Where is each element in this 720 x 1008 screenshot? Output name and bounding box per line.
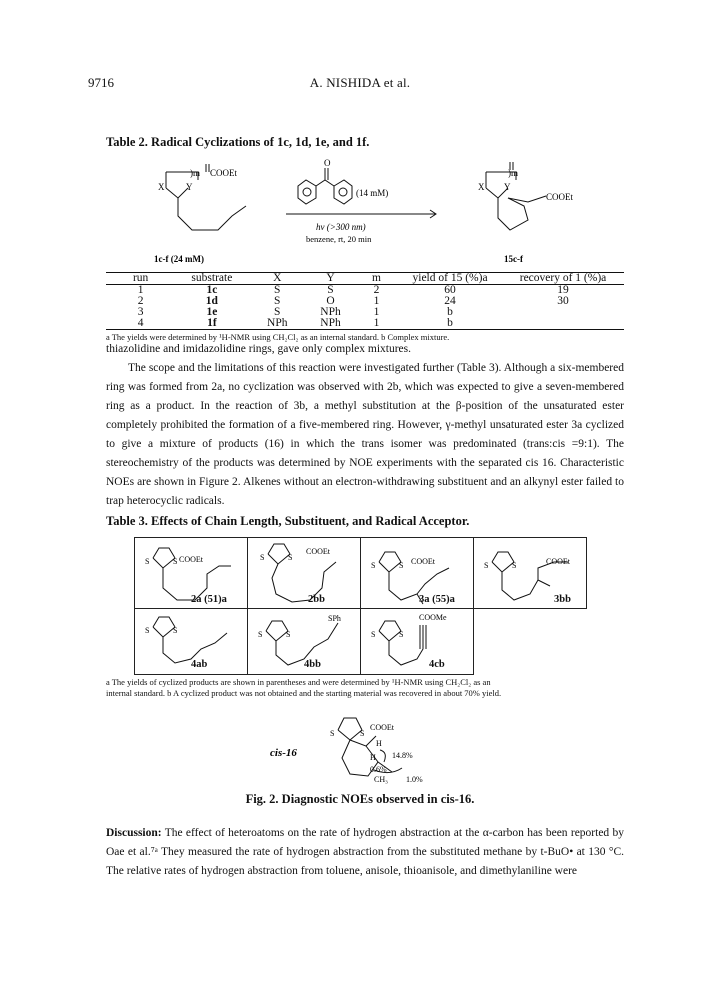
svg-text:S: S (512, 561, 517, 570)
table3-label-3b: 3bb (554, 594, 571, 605)
body-text-1 (106, 340, 624, 511)
cell: 1d (205, 295, 218, 307)
cell: NPh (320, 306, 341, 318)
svg-text:S: S (173, 557, 178, 566)
table2-footnote: a The yields were determined by ¹H-NMR using CH₂Cl₂ as an internal standard. b Complex mixture. (106, 332, 450, 342)
col-run: run (132, 272, 149, 284)
cell: O (326, 295, 335, 307)
fig-h2: H (370, 753, 376, 762)
condition-light: hν (>300 nm) (316, 222, 366, 232)
cell: 1c (206, 284, 218, 296)
figure2-structure (270, 706, 470, 802)
table3-footnote-1: a The yields of cyclized products are shown in parentheses and were determined by ¹H-NMR using CH₂Cl₂ as an (106, 677, 491, 687)
cell: b (447, 317, 453, 329)
table3-grid (134, 537, 586, 675)
cell: 24 (444, 295, 456, 307)
reactant-group: COOEt (210, 168, 237, 178)
svg-text:COOEt: COOEt (306, 547, 330, 556)
table3-footnote-2: internal standard. b A cyclized product was not obtained and the starting material was recovered in about 70% yield. (106, 688, 502, 698)
cell: S (274, 284, 281, 296)
condition-solvent: benzene, rt, 20 min (306, 234, 372, 244)
svg-text:SPh: SPh (328, 614, 341, 623)
noe-2: 0.6% (370, 765, 387, 774)
structure-3a (361, 538, 473, 608)
col-yield: yield of 15 (%)a (412, 272, 488, 284)
cell: b (447, 306, 453, 318)
structure-2b (248, 538, 360, 608)
table3-cell-4a (134, 608, 248, 675)
table3-label-3a: 3a (55)a (419, 594, 455, 605)
cell: 2 (373, 284, 380, 296)
table3-cell-3b (473, 537, 587, 609)
noe-3: 1.0% (406, 775, 423, 784)
table-row (106, 285, 624, 297)
svg-text:COOEt: COOEt (546, 557, 570, 566)
fig-group: COOEt (370, 723, 394, 732)
svg-text:S: S (286, 630, 291, 639)
cell: 2 (137, 295, 144, 307)
svg-text:S: S (371, 561, 376, 570)
cell: NPh (267, 317, 288, 329)
fig-h1: H (376, 739, 382, 748)
cell: NPh (320, 317, 341, 329)
reactant-m: )m (190, 168, 200, 178)
table3-label-2b: 2bb (308, 594, 325, 605)
table2-header-row (106, 273, 624, 285)
table3-cell-2a (134, 537, 248, 609)
cell: 4 (137, 317, 144, 329)
product-x: X (478, 182, 485, 192)
body-text-2 (106, 824, 624, 881)
fig-ch3: CH₃ (374, 775, 388, 784)
svg-text:S: S (288, 553, 293, 562)
noe-1: 14.8% (392, 751, 413, 760)
reactant-label: 1c-f (24 mM) (154, 254, 204, 264)
paragraph: thiazolidine and imidazolidine rings, gave only complex mixtures. (106, 343, 411, 355)
cell: 3 (137, 306, 144, 318)
paragraph (106, 824, 624, 881)
product-m: )m (508, 168, 518, 178)
svg-text:S: S (145, 626, 150, 635)
discussion-text: The effect of heteroatoms on the rate of hydrogen abstraction at the α-carbon has been reported by Oae et al.⁷ᵃ They measured the rate of hydrogen abstraction from the substituted methane by t-BuO• at 130 °C. The relative rates of hydrogen abstraction from toluene, anisole, thioanisole, and dimethylaniline were (106, 827, 624, 877)
svg-text:S: S (258, 630, 263, 639)
col-substrate: substrate (191, 272, 233, 284)
product-y: Y (504, 182, 511, 192)
svg-text:COOMe: COOMe (419, 613, 447, 622)
product-label: 15c-f (504, 254, 523, 264)
svg-text:S: S (145, 557, 150, 566)
col-m: m (372, 272, 381, 284)
svg-text:S: S (173, 626, 178, 635)
table2-scheme (106, 158, 624, 270)
structure-4c (361, 609, 473, 674)
svg-text:S: S (330, 729, 335, 738)
table3-label-2a: 2a (51)a (191, 594, 227, 605)
cell: 1 (373, 306, 380, 318)
compound-label: cis-16 (270, 747, 297, 759)
table-row (106, 296, 624, 307)
svg-text:S: S (484, 561, 489, 570)
cell: 1f (207, 317, 217, 329)
carbonyl-o: O (324, 158, 331, 168)
col-x: X (273, 272, 282, 284)
cell (502, 318, 624, 330)
table2 (106, 272, 624, 342)
page-number: 9716 (88, 75, 114, 90)
table-row (106, 307, 624, 318)
svg-text:S: S (260, 553, 265, 562)
cell: 1 (137, 284, 144, 296)
reagent-conc: (14 mM) (356, 188, 389, 198)
svg-text:S: S (360, 729, 365, 738)
col-recovery: recovery of 1 (%)a (519, 272, 607, 284)
svg-text:S: S (399, 630, 404, 639)
cell: 1e (206, 306, 218, 318)
running-title: A. NISHIDA et al. (309, 75, 411, 90)
table3-cell-4b (247, 608, 361, 675)
cell: 60 (444, 284, 456, 296)
table2-caption: Table 2. Radical Cyclizations of 1c, 1d, 1e, and 1f. (106, 135, 370, 149)
product-group: COOEt (546, 192, 573, 202)
table3-caption: Table 3. Effects of Chain Length, Substituent, and Radical Acceptor. (106, 514, 470, 528)
svg-text:S: S (399, 561, 404, 570)
table3-label-4c: 4cb (429, 659, 445, 670)
col-y: Y (326, 272, 335, 284)
reactant-x: X (158, 182, 165, 192)
table-row (106, 318, 624, 330)
cell: 1 (373, 317, 380, 329)
cell: 1 (373, 295, 380, 307)
paragraph: The scope and the limitations of this reaction were investigated further (Table 3). Although a six-membered ring was formed from 2a, no cyclization was observed with 2b, which was expected to give a seven-membered ring as a product. In the reaction of 3b, a methyl substitution at the β-position of the unsaturated ester completely prohibited the formation of a five-membered ring. However, γ-methyl unsaturated ester 3a cyclized to give a mixture of products (16) in which the trans isomer was predominated (trans:cis =9:1). The stereochemistry of the products was determined by NOE experiments with the separated cis 16. Characteristic NOEs are shown in Figure 2. Alkenes without an electron-withdrawing substituent and an alkynyl ester failed to trap heterocyclic radicals. (106, 362, 624, 507)
cell: S (274, 295, 281, 307)
table3-cell-3a (360, 537, 474, 609)
discussion-lead: Discussion: (106, 827, 162, 839)
svg-text:S: S (371, 630, 376, 639)
cell: 30 (557, 295, 569, 307)
svg-text:COOEt: COOEt (411, 557, 435, 566)
reactant-y: Y (186, 182, 193, 192)
table3-cell-4c (360, 608, 474, 675)
cell: 19 (557, 284, 569, 296)
table3-label-4b: 4bb (304, 659, 321, 670)
cell (502, 307, 624, 318)
table3-label-4a: 4ab (191, 659, 208, 670)
cell: S (274, 306, 281, 318)
figure2-caption: Fig. 2. Diagnostic NOEs observed in cis-16. (245, 792, 475, 806)
cell: S (327, 284, 334, 296)
svg-text:COOEt: COOEt (179, 555, 203, 564)
table3-cell-2b (247, 537, 361, 609)
